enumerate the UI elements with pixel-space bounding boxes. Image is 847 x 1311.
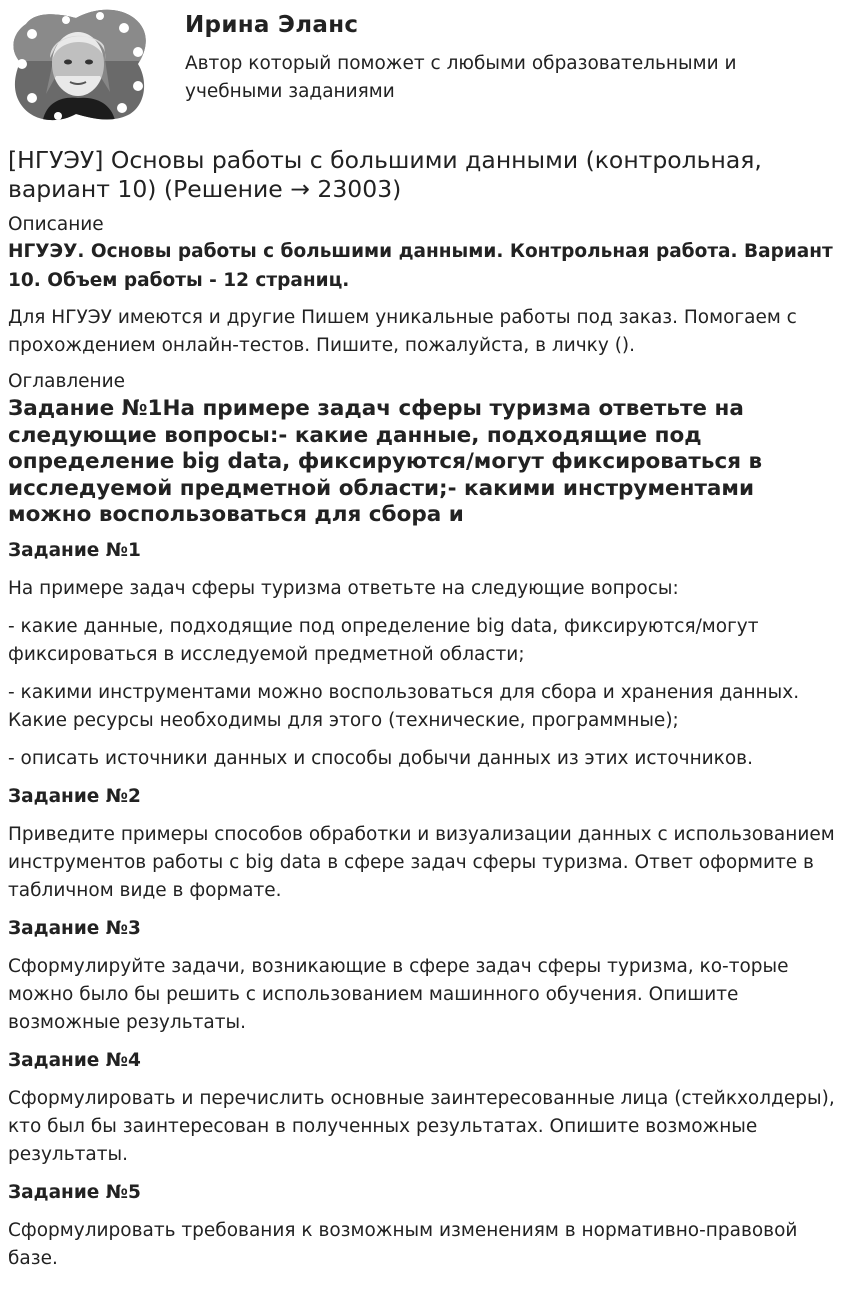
task-heading: Задание №4 [8,1049,141,1071]
task-paragraph: Сформулировать и перечислить основные заинтересованные лица (стейкхолдеры), кто был бы заинтересован в полученных результатах. Опишите возможные результаты. [8,1087,835,1165]
task-1 [8,537,838,773]
task-paragraph: - описать источники данных и способы добычи данных из этих источников. [8,747,753,769]
task-4 [8,1047,838,1169]
task-paragraph: - какие данные, подходящие под определение big data, фиксируются/могут фиксироваться в исследуемой предметной области; [8,615,759,665]
task-heading: Задание №2 [8,785,141,807]
main-content [8,146,838,1283]
task-paragraph: Приведите примеры способов обработки и визуализации данных с использованием инструментов работы с big data в сфере задач сферы туризма. Ответ оформите в табличном виде в формате. [8,823,835,901]
task-heading: Задание №5 [8,1181,141,1203]
task-heading: Задание №1 [8,539,141,561]
toc-label: Оглавление [8,371,126,392]
author-block [0,0,847,130]
toc-heading: Задание №1На примере задач сферы туризма ответьте на следующие вопросы:- какие данные, подходящие под определение big data, фиксируются/могут фиксироваться в исследуемой предметной области;- какими инструментами можно воспользоваться для сбора и [8,396,763,527]
task-5 [8,1179,838,1273]
description-summary: НГУЭУ. Основы работы с большими данными. Контрольная работа. Вариант 10. Объем работы - 12 страниц. [8,241,833,291]
task-heading: Задание №3 [8,917,141,939]
task-paragraph: Сформулируйте задачи, возникающие в сфере задач сферы туризма, ко-торые можно было бы решить с использованием машинного обучения. Опишите возможные результаты. [8,955,789,1033]
task-3 [8,915,838,1037]
task-2 [8,783,838,905]
page-title: [НГУЭУ] Основы работы с большими данными (контрольная, вариант 10) (Решение → 23003) [8,146,762,203]
task-paragraph: Сформулировать требования к возможным изменениям в нормативно-правовой базе. [8,1219,798,1269]
author-name[interactable]: Ирина Эланс [185,12,359,38]
author-description: Автор который поможет с любыми образовательными и учебными заданиями [185,53,737,102]
task-paragraph: - какими инструментами можно воспользоваться для сбора и хранения данных. Какие ресурсы необходимы для этого (технические, программные); [8,681,800,731]
task-paragraph: На примере задач сферы туризма ответьте на следующие вопросы: [8,577,679,599]
description-text: Для НГУЭУ имеются и другие Пишем уникальные работы под заказ. Помогаем с прохождением онлайн-тестов. Пишите, пожалуйста, в личку (). [8,307,797,356]
description-label: Описание [8,214,104,235]
author-avatar[interactable] [6,6,152,126]
